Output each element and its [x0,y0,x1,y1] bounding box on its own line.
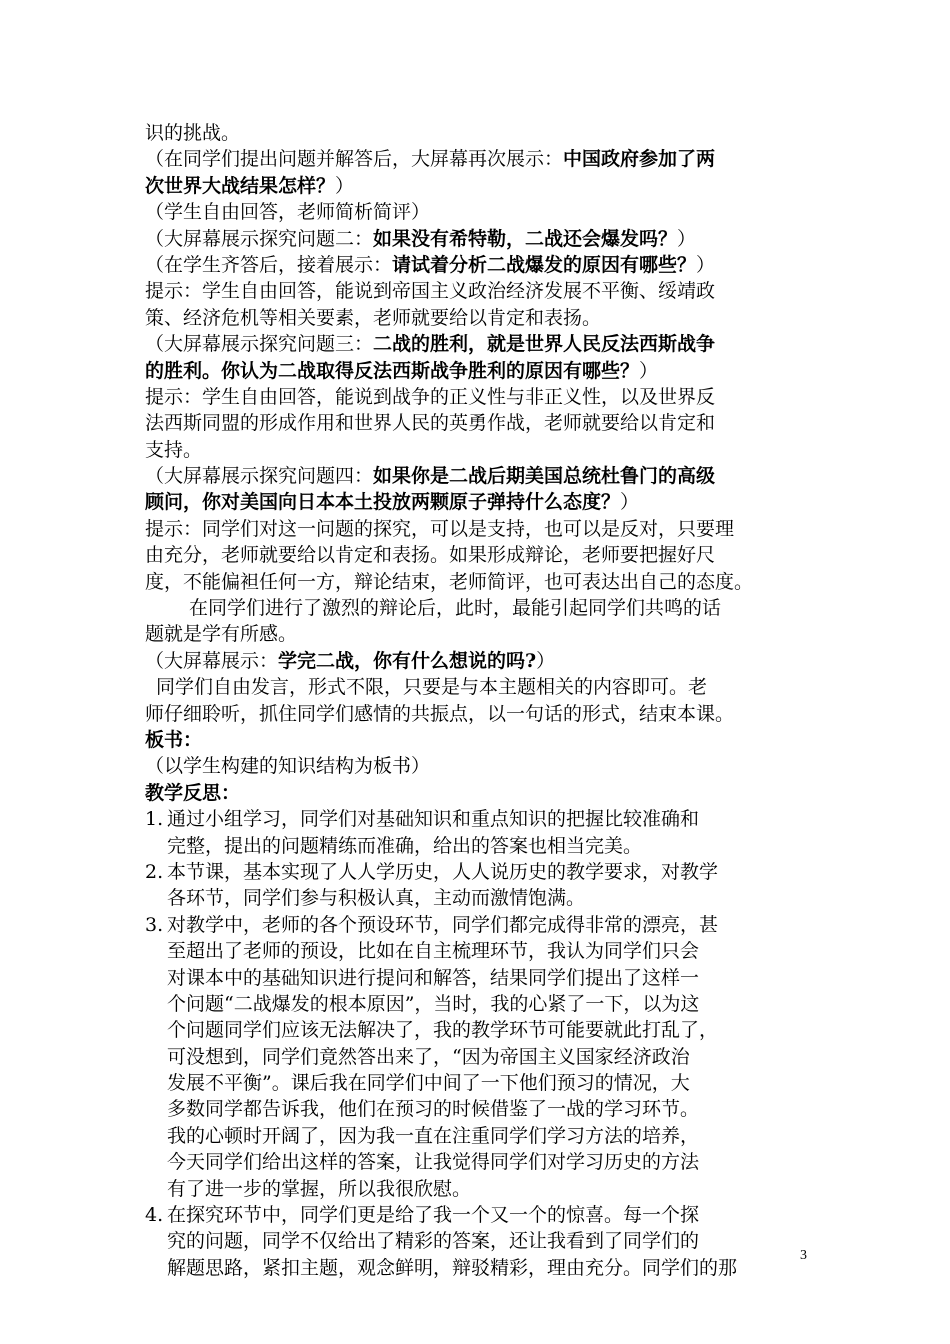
reflection-line: 至超出了老师的预设，比如在自主梳理环节，我认为同学们只会 [167,940,700,963]
paragraph-line: 度，不能偏袒任何一方，辩论结束，老师简评，也可表达出自己的态度。 [145,570,754,593]
paragraph-line: （大屏幕展示探究问题二：如果没有希特勒，二战还会爆发吗？） [145,227,697,250]
reflection-line: 今天同学们给出这样的答案，让我觉得同学们对学习历史的方法 [167,1151,700,1174]
paragraph-line: 师仔细聆听，抓住同学们感情的共振点，以一句话的形式，结束本课。 [145,702,735,725]
reflection-line: 个问题“二战爆发的根本原因”，当时，我的心紧了一下，以为这 [167,992,700,1015]
reflection-list [145,806,810,1281]
paragraph-line: 同学们自由发言，形式不限，只要是与本主题相关的内容即可。老 [156,676,708,699]
reflection-item [145,859,810,912]
paragraph-line: 支持。 [145,438,203,461]
reflection-line: 究的问题，同学不仅给出了精彩的答案，还让我看到了同学们的 [167,1230,700,1253]
paragraph-line: 顾问，你对美国向日本本土投放两颗原子弹持什么态度？） [145,491,640,514]
paragraph-line: （大屏幕展示：学完二战，你有什么想说的吗?） [145,649,556,672]
reflection-line: 我的心顿时开阔了，因为我一直在注重同学们学习方法的培养， [167,1124,700,1147]
board-text: （以学生构建的知识结构为板书） [145,755,431,778]
paragraph-line: 次世界大战结果怎样？） [145,174,355,197]
reflection-item-text [167,912,810,1202]
paragraph-line: 在同学们进行了激烈的辩论后，此时，最能引起同学们共鸣的话 [189,597,722,620]
paragraph-line: 识的挑战。 [145,122,241,144]
reflection-heading: 教学反思： [145,781,241,804]
reflection-item-number: 2. [145,860,164,883]
reflection-item-text [167,806,810,859]
reflection-line: 有了进一步的掌握，所以我很欣慰。 [167,1177,472,1200]
reflection-item [145,1202,810,1281]
reflection-item-text [167,1202,810,1281]
reflection-line: 多数同学都告诉我，他们在预习的时候借鉴了一战的学习环节。 [167,1098,700,1121]
paragraph-line: （在同学们提出问题并解答后，大屏幕再次展示：中国政府参加了两 [145,148,716,171]
reflection-item-number: 4. [145,1204,164,1227]
reflection-item-number: 1. [145,808,164,831]
paragraph-line: 题就是学有所感。 [145,623,298,646]
paragraph-line: 法西斯同盟的形成作用和世界人民的英勇作战，老师就要给以肯定和 [145,412,716,435]
page-number: 3 [800,1248,807,1263]
reflection-line: 发展不平衡”。课后我在同学们中间了一下他们预习的情况，大 [167,1072,690,1095]
reflection-line: 可没想到，同学们竟然答出来了，“因为帝国主义国家经济政治 [167,1045,690,1068]
reflection-line: 本节课，基本实现了人人学历史，人人说历史的教学要求，对教学 [167,860,719,883]
paragraph-line: 的胜利。你认为二战取得反法西斯战争胜利的原因有哪些？） [145,359,659,382]
reflection-line: 完整，提出的问题精练而准确，给出的答案也相当完美。 [167,834,643,857]
reflection-line: 解题思路，紧扣主题，观念鲜明，辩驳精彩，理由充分。同学们的那 [167,1256,738,1279]
paragraph-line: 提示：学生自由回答，能说到帝国主义政治经济发展不平衡、绥靖政 [145,280,716,303]
paragraph-line: （大屏幕展示探究问题四：如果你是二战后期美国总统杜鲁门的高级 [145,465,716,488]
document-body [145,120,810,1281]
paragraph-line: 由充分，老师就要给以肯定和表扬。如果形成辩论，老师要把握好尺 [145,544,716,567]
reflection-item-text [167,859,810,912]
paragraph-line: （学生自由回答，老师简析简评） [145,201,431,224]
reflection-item-number: 3. [145,913,164,936]
paragraph-line: （大屏幕展示探究问题三：二战的胜利，就是世界人民反法西斯战争 [145,333,716,356]
reflection-line: 各环节，同学们参与积极认真，主动而激情饱满。 [167,887,586,910]
reflection-line: 对课本中的基础知识进行提问和解答，结果同学们提出了这样一 [167,966,700,989]
reflection-line: 通过小组学习，同学们对基础知识和重点知识的把握比较准确和 [167,808,700,831]
reflection-item [145,912,810,1202]
paragraph-line: 提示：同学们对这一问题的探究，可以是支持，也可以是反对，只要理 [145,517,735,540]
reflection-line: 对教学中，老师的各个预设环节，同学们都完成得非常的漂亮，甚 [167,913,719,936]
board-heading: 板书： [145,728,203,751]
reflection-line: 个问题同学们应该无法解决了，我的教学环节可能要就此打乱了， [167,1019,719,1042]
reflection-line: 在探究环节中，同学们更是给了我一个又一个的惊喜。每一个探 [167,1204,700,1227]
reflection-item [145,806,810,859]
paragraph-line: （在学生齐答后，接着展示：请试着分析二战爆发的原因有哪些？） [145,253,716,276]
paragraph-line: 策、经济危机等相关要素，老师就要给以肯定和表扬。 [145,306,602,329]
paragraph-line: 提示：学生自由回答，能说到战争的正义性与非正义性，以及世界反 [145,385,716,408]
